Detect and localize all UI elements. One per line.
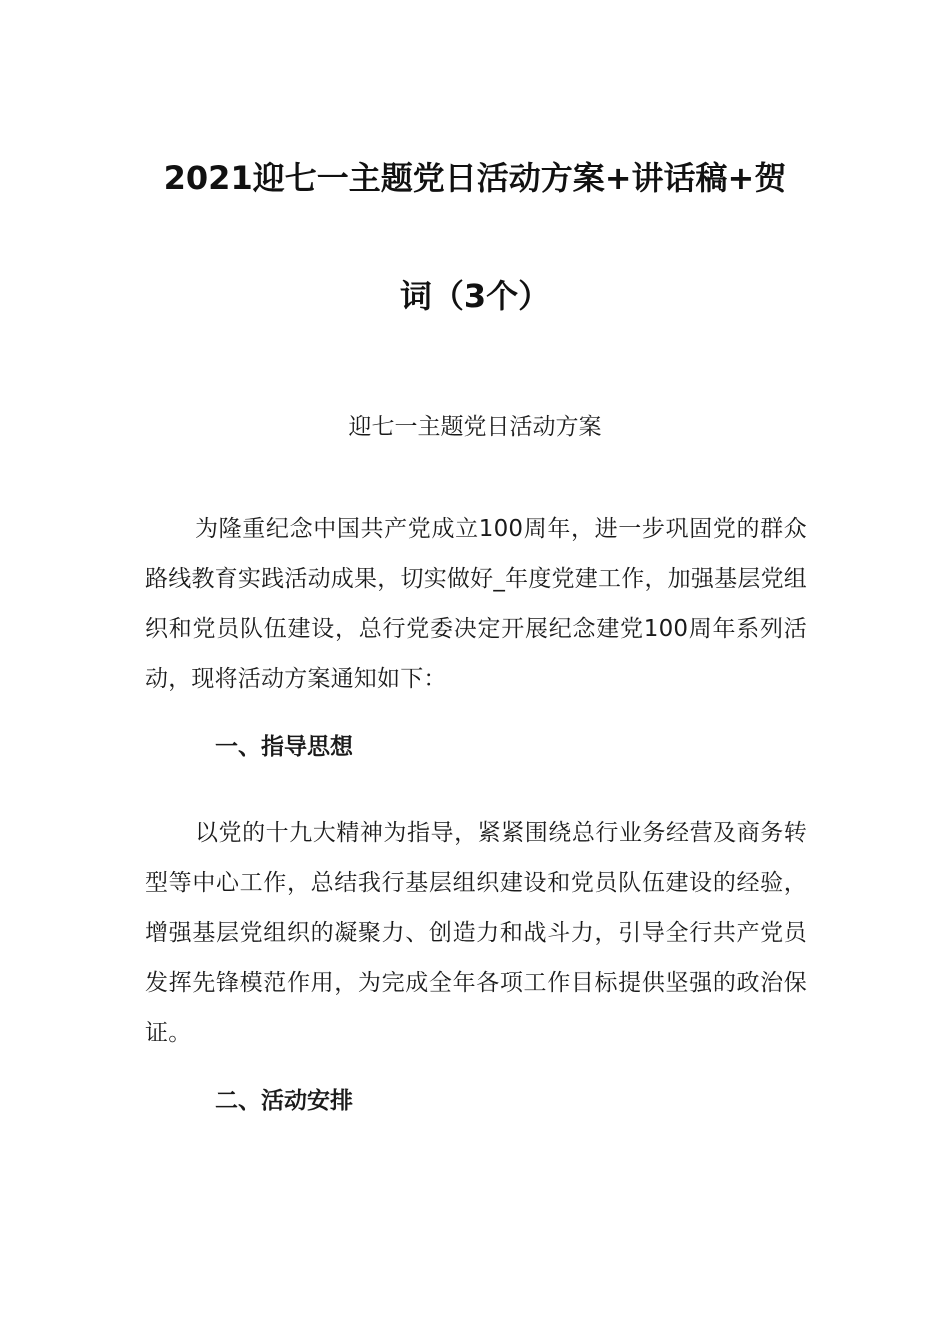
guiding-thought-paragraph: 以党的十九大精神为指导，紧紧围绕总行业务经营及商务转型等中心工作，总结我行基层组织建设和党员队伍建设的经验，增强基层党组织的凝聚力、创造力和战斗力，引导全行共产党员发挥先锋模范作用，为完成全年各项工作目标提供坚强的政治保证。	[145, 820, 807, 1046]
document-title-line1: 2021迎七一主题党日活动方案+讲话稿+贺	[163, 159, 787, 197]
section-heading-activity-arrangement: 二、活动安排	[215, 1088, 353, 1114]
section-heading-guiding-thought: 一、指导思想	[215, 734, 353, 760]
intro-paragraph: 为隆重纪念中国共产党成立100周年，进一步巩固党的群众路线教育实践活动成果，切实做好_年度党建工作，加强基层党组织和党员队伍建设，总行党委决定开展纪念建党100周年系列活动，现将活动方案通知如下：	[145, 516, 807, 692]
document-title-line2: 词（3个）	[399, 277, 551, 315]
document-subtitle: 迎七一主题党日活动方案	[348, 414, 602, 440]
